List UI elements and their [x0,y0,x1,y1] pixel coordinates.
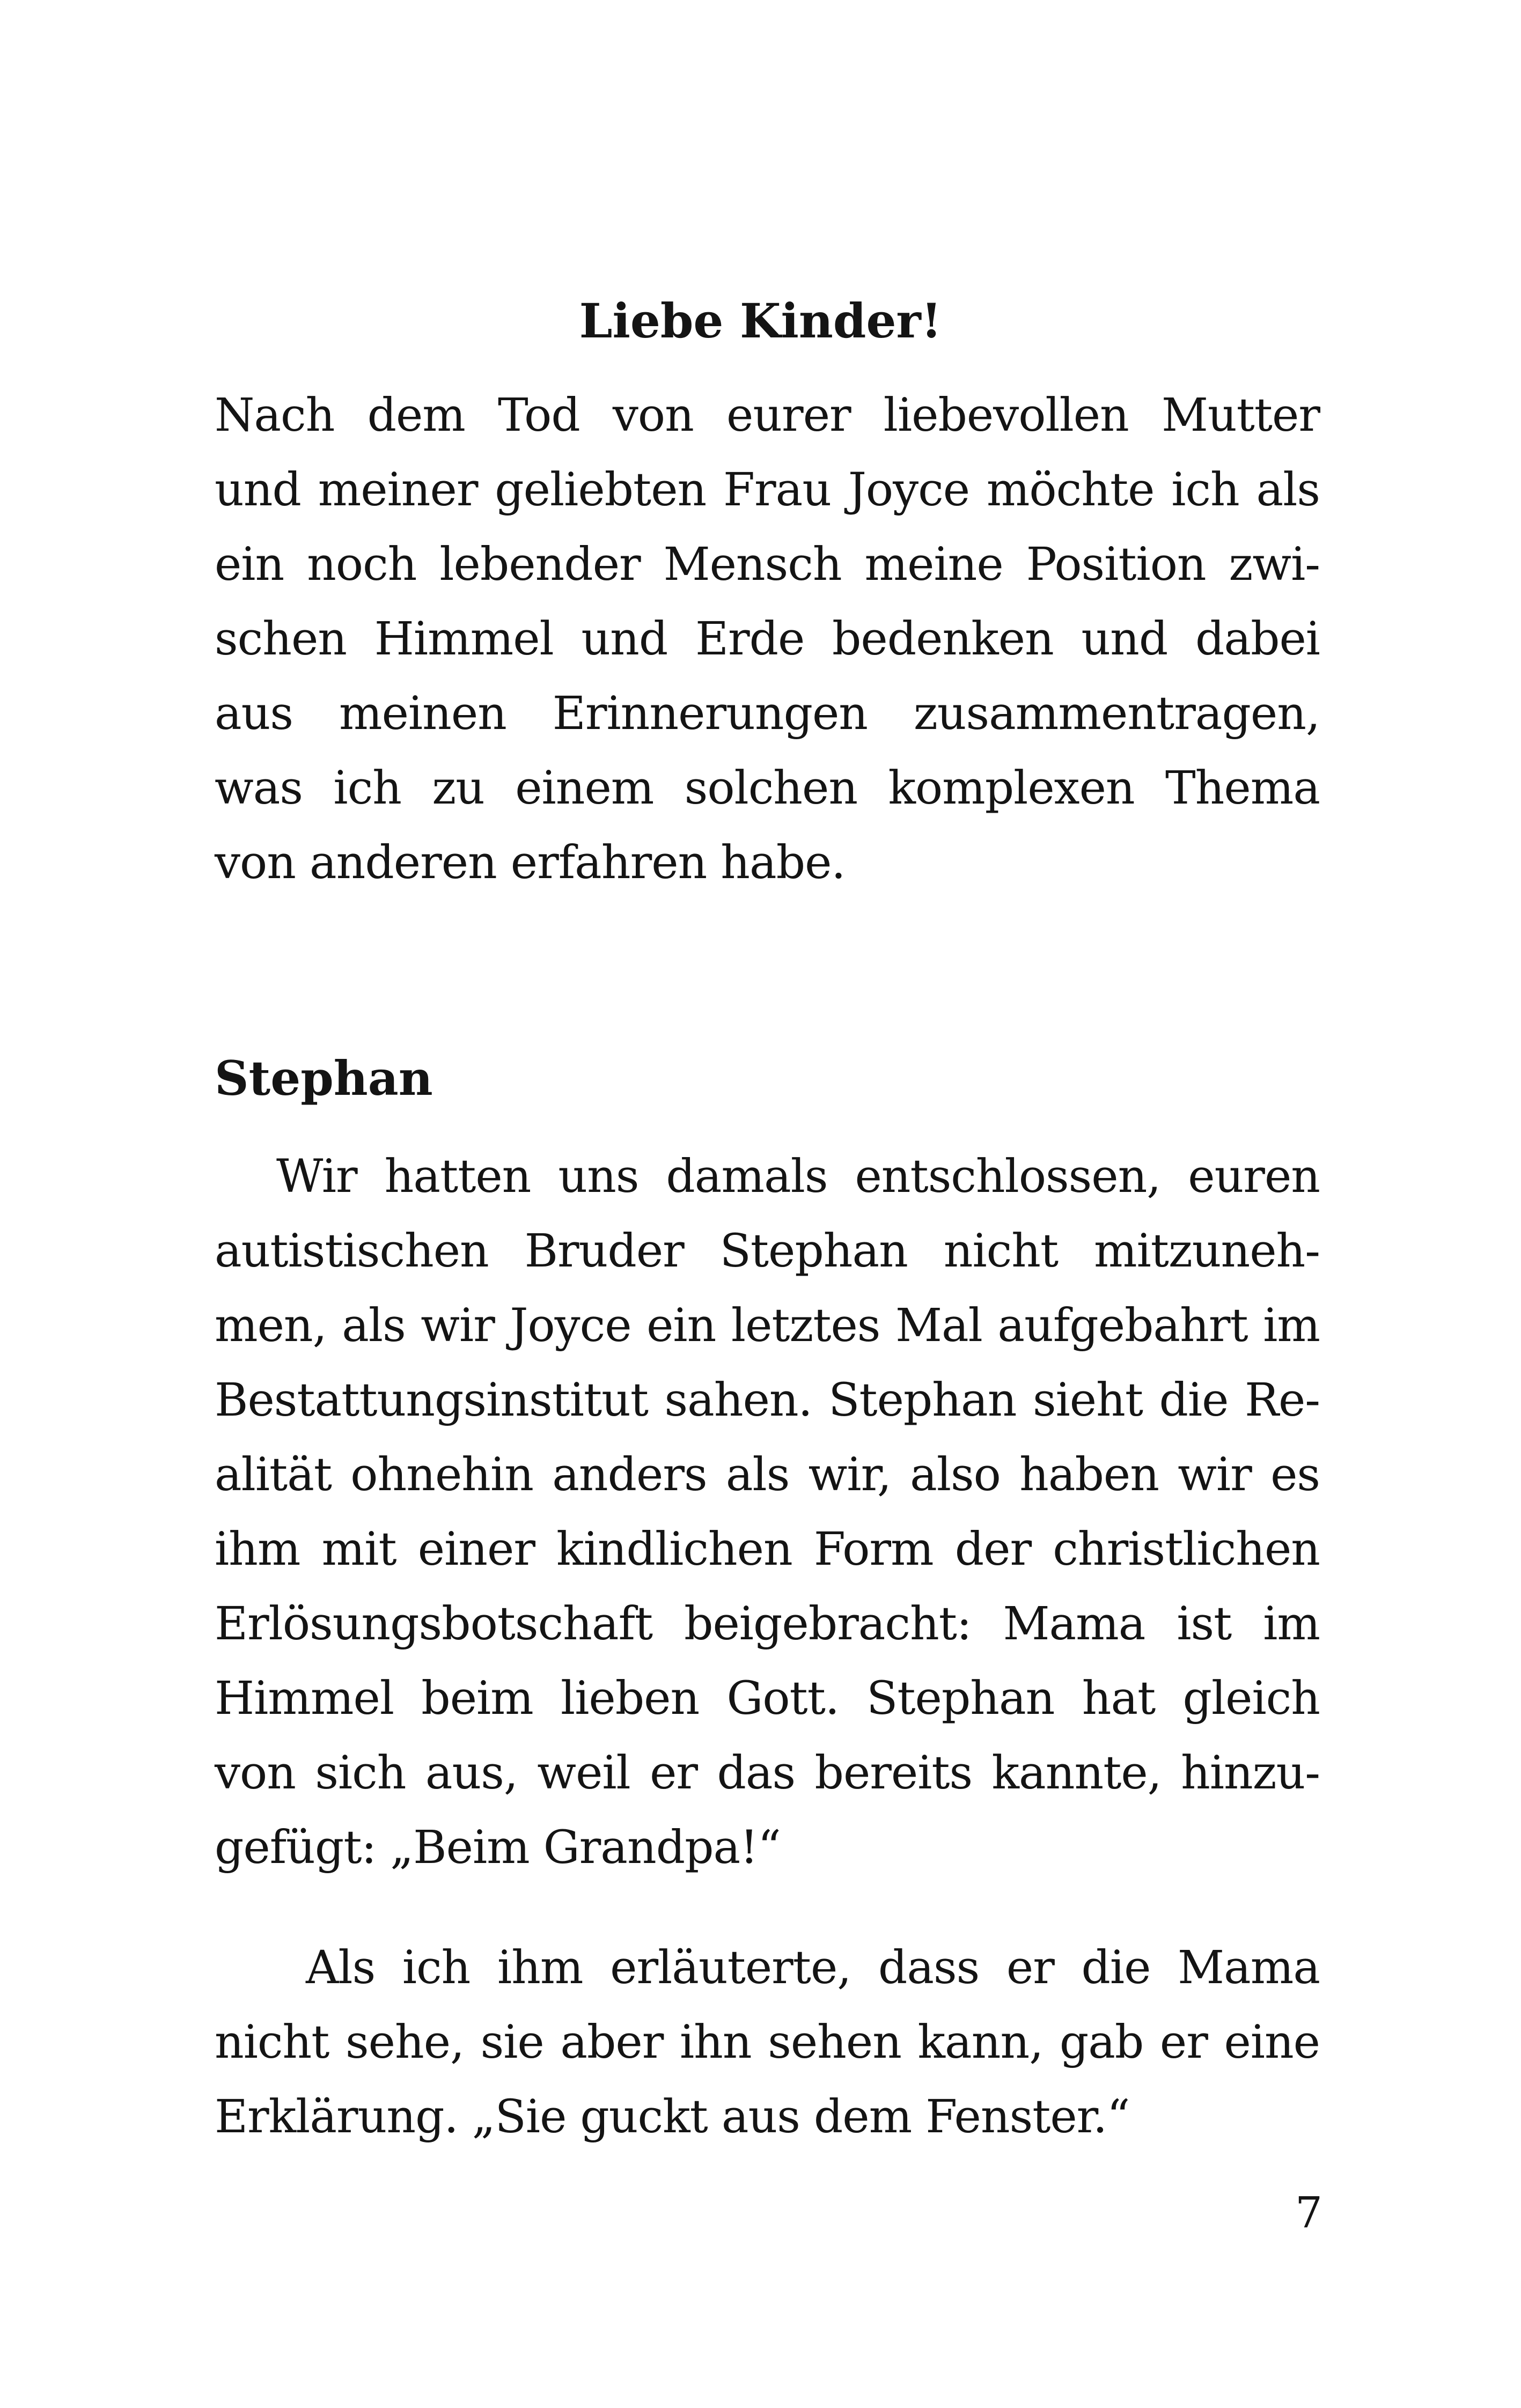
text-line: Himmel beim lieben Gott. Stephan hat gleich [215,1672,1320,1725]
text-line: Nach dem Tod von eurer liebevollen Mutter [215,389,1320,442]
text-line: was ich zu einem solchen komplexen Thema [215,762,1320,815]
text-line: von sich aus, weil er das bereits kannte, hinzu- [215,1747,1320,1800]
text-line: autistischen Bruder Stephan nicht mitzuneh- [215,1225,1320,1278]
intro-paragraph [215,378,1320,900]
text-line: ein noch lebender Mensch meine Position zwi- [215,538,1320,591]
page-number: 7 [1295,2188,1322,2237]
paragraph-1 [215,1139,1320,1885]
text-line: Erklärung. „Sie guckt aus dem Fenster.“ [215,2090,1130,2144]
text-line: aus meinen Erinnerungen zusammentragen, [215,687,1320,740]
text-line: Bestattungsinstitut sahen. Stephan sieht die Re- [215,1374,1320,1427]
text-line: men, als wir Joyce ein letztes Mal aufgebahrt im [215,1299,1320,1352]
text-line: ihm mit einer kindlichen Form der christlichen [215,1523,1320,1576]
paragraph-2 [215,1931,1320,2154]
text-line: schen Himmel und Erde bedenken und dabei [215,613,1320,666]
section-heading: Stephan [215,1050,433,1106]
text-line: Erlösungsbotschaft beigebracht: Mama ist im [215,1597,1320,1651]
text-line: Wir hatten uns damals entschlossen, euren [276,1150,1320,1203]
text-line: alität ohnehin anders als wir, also haben wir es [215,1448,1320,1501]
text-line: von anderen erfahren habe. [215,836,846,889]
text-line: und meiner geliebten Frau Joyce möchte ich als [215,463,1320,517]
text-line: nicht sehe, sie aber ihn sehen kann, gab er eine [215,2016,1320,2069]
text-line: Als ich ihm erläuterte, dass er die Mama [306,1941,1320,1994]
letter-salutation: Liebe Kinder! [579,293,942,349]
text-line: gefügt: „Beim Grandpa!“ [215,1821,781,1874]
